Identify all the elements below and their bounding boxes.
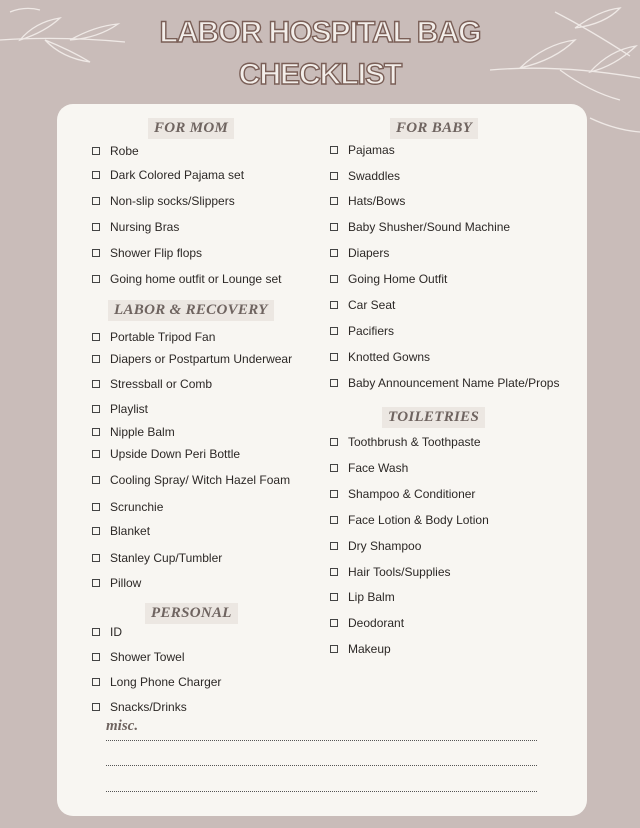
- checkbox-icon[interactable]: [92, 197, 100, 205]
- checkbox-icon[interactable]: [330, 327, 338, 335]
- checkbox-icon[interactable]: [92, 428, 100, 436]
- checklist-item[interactable]: Shower Flip flops: [92, 246, 202, 260]
- checklist-item[interactable]: Diapers or Postpartum Underwear: [92, 352, 292, 366]
- checkbox-icon[interactable]: [92, 333, 100, 341]
- checkbox-icon[interactable]: [330, 438, 338, 446]
- page-title: LABOR HOSPITAL BAG: [159, 16, 481, 49]
- checklist-item[interactable]: Portable Tripod Fan: [92, 330, 215, 344]
- checkbox-icon[interactable]: [330, 275, 338, 283]
- checkbox-icon[interactable]: [330, 593, 338, 601]
- checklist-item[interactable]: Dry Shampoo: [330, 539, 421, 553]
- checkbox-icon[interactable]: [330, 645, 338, 653]
- checkbox-icon[interactable]: [92, 223, 100, 231]
- misc-write-line[interactable]: [106, 765, 537, 766]
- checkbox-icon[interactable]: [92, 450, 100, 458]
- checklist-item[interactable]: Face Lotion & Body Lotion: [330, 513, 489, 527]
- checkbox-icon[interactable]: [92, 405, 100, 413]
- checkbox-icon[interactable]: [330, 353, 338, 361]
- checkbox-icon[interactable]: [330, 172, 338, 180]
- checklist-item[interactable]: Toothbrush & Toothpaste: [330, 435, 481, 449]
- checklist-item[interactable]: Baby Shusher/Sound Machine: [330, 220, 510, 234]
- checklist-item[interactable]: Shower Towel: [92, 650, 184, 664]
- checklist-item[interactable]: Playlist: [92, 402, 148, 416]
- checklist-item[interactable]: Car Seat: [330, 298, 395, 312]
- checkbox-icon[interactable]: [92, 275, 100, 283]
- checkbox-icon[interactable]: [330, 516, 338, 524]
- checklist-item[interactable]: Non-slip socks/Slippers: [92, 194, 235, 208]
- checkbox-icon[interactable]: [92, 579, 100, 587]
- checkbox-icon[interactable]: [92, 476, 100, 484]
- checklist-item[interactable]: Robe: [92, 144, 139, 158]
- checklist-item[interactable]: Baby Announcement Name Plate/Props: [330, 376, 559, 390]
- checklist-item[interactable]: Shampoo & Conditioner: [330, 487, 475, 501]
- section-heading-for-baby: FOR BABY: [390, 118, 478, 139]
- checklist-item[interactable]: Knotted Gowns: [330, 350, 430, 364]
- checklist-item[interactable]: Upside Down Peri Bottle: [92, 447, 240, 461]
- checklist-item[interactable]: ID: [92, 625, 122, 639]
- checkbox-icon[interactable]: [92, 703, 100, 711]
- checklist-item[interactable]: Swaddles: [330, 169, 400, 183]
- misc-write-line[interactable]: [106, 740, 537, 741]
- misc-label: misc.: [106, 718, 139, 734]
- checkbox-icon[interactable]: [330, 223, 338, 231]
- checklist-item[interactable]: Diapers: [330, 246, 389, 260]
- checkbox-icon[interactable]: [92, 554, 100, 562]
- checklist-item[interactable]: Cooling Spray/ Witch Hazel Foam: [92, 473, 290, 487]
- checkbox-icon[interactable]: [330, 568, 338, 576]
- checkbox-icon[interactable]: [330, 490, 338, 498]
- checklist-item[interactable]: Hats/Bows: [330, 194, 405, 208]
- checklist-item[interactable]: Long Phone Charger: [92, 675, 221, 689]
- checklist-item[interactable]: Face Wash: [330, 461, 408, 475]
- checklist-item[interactable]: Nursing Bras: [92, 220, 179, 234]
- checkbox-icon[interactable]: [330, 197, 338, 205]
- checklist-item[interactable]: Makeup: [330, 642, 391, 656]
- checkbox-icon[interactable]: [330, 542, 338, 550]
- checkbox-icon[interactable]: [92, 171, 100, 179]
- checklist-item[interactable]: Nipple Balm: [92, 425, 175, 439]
- checkbox-icon[interactable]: [330, 301, 338, 309]
- checkbox-icon[interactable]: [92, 147, 100, 155]
- checklist-item[interactable]: Stanley Cup/Tumbler: [92, 551, 222, 565]
- checklist-item[interactable]: Snacks/Drinks: [92, 700, 187, 714]
- checkbox-icon[interactable]: [92, 355, 100, 363]
- section-heading-personal: PERSONAL: [145, 603, 238, 624]
- checkbox-icon[interactable]: [92, 249, 100, 257]
- checklist-item[interactable]: Pillow: [92, 576, 141, 590]
- checkbox-icon[interactable]: [92, 380, 100, 388]
- checkbox-icon[interactable]: [92, 527, 100, 535]
- checkbox-icon[interactable]: [92, 628, 100, 636]
- section-heading-for-mom: FOR MOM: [148, 118, 234, 139]
- checklist-item[interactable]: Deodorant: [330, 616, 404, 630]
- checklist-item[interactable]: Lip Balm: [330, 590, 395, 604]
- checklist-item[interactable]: Pajamas: [330, 143, 395, 157]
- checkbox-icon[interactable]: [330, 146, 338, 154]
- misc-write-line[interactable]: [106, 791, 537, 792]
- checklist-item[interactable]: Pacifiers: [330, 324, 394, 338]
- checklist-item[interactable]: Dark Colored Pajama set: [92, 168, 244, 182]
- checkbox-icon[interactable]: [330, 464, 338, 472]
- checkbox-icon[interactable]: [330, 619, 338, 627]
- section-heading-labor-recovery: LABOR & RECOVERY: [108, 300, 274, 321]
- checkbox-icon[interactable]: [92, 653, 100, 661]
- checkbox-icon[interactable]: [92, 678, 100, 686]
- checkbox-icon[interactable]: [330, 249, 338, 257]
- checklist-item[interactable]: Blanket: [92, 524, 150, 538]
- page-title-line-2: CHECKLIST: [238, 58, 402, 91]
- checklist-item[interactable]: Scrunchie: [92, 500, 163, 514]
- checkbox-icon[interactable]: [92, 503, 100, 511]
- section-heading-toiletries: TOILETRIES: [382, 407, 485, 428]
- checklist-item[interactable]: Going Home Outfit: [330, 272, 447, 286]
- checklist-item[interactable]: Hair Tools/Supplies: [330, 565, 451, 579]
- checklist-item[interactable]: Going home outfit or Lounge set: [92, 272, 281, 286]
- checkbox-icon[interactable]: [330, 379, 338, 387]
- checklist-item[interactable]: Stressball or Comb: [92, 377, 212, 391]
